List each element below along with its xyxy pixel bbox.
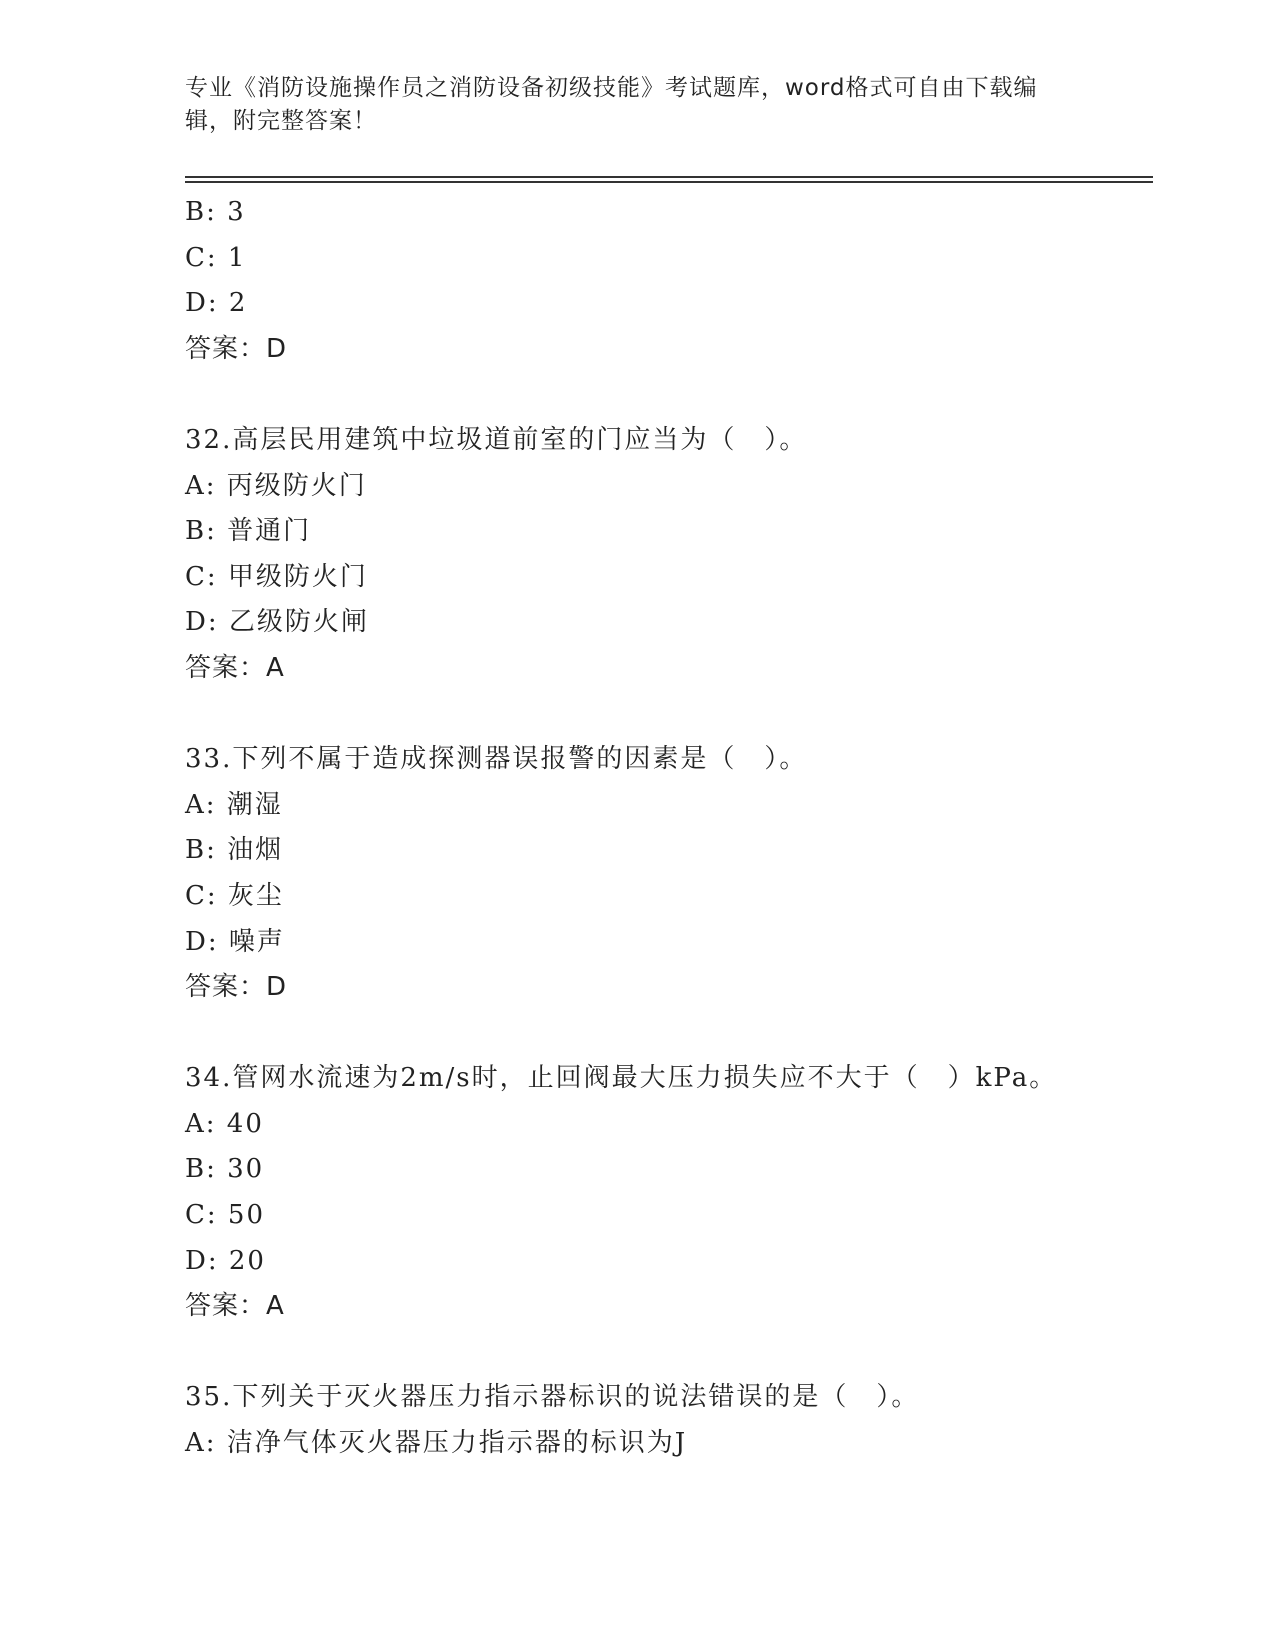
question-text: 32.高层民用建筑中垃圾道前室的门应当为（ ）。: [185, 424, 808, 455]
question-list: [185, 190, 1153, 1467]
option-d: D: 乙级防火闸: [185, 607, 369, 638]
answer-line: 答案：D: [185, 972, 288, 1003]
option-a: A: 洁净气体灭火器压力指示器的标识为J: [185, 1428, 688, 1459]
question-34: [185, 1056, 1153, 1330]
option-b: B: 30: [185, 1154, 265, 1185]
option-b: B: 3: [185, 197, 246, 227]
document-header: 专业《消防设施操作员之消防设备初级技能》考试题库，word格式可自由下载编辑，附完整答案！: [185, 75, 1038, 134]
option-d: D: 噪声: [185, 926, 285, 957]
answer-line: 答案：A: [185, 1291, 285, 1322]
question-33: [185, 737, 1153, 1011]
option-b: B: 普通门: [185, 516, 312, 547]
question-carryover: [185, 190, 1153, 372]
option-c: C: 甲级防火门: [185, 561, 368, 592]
option-c: C: 1: [185, 242, 247, 273]
answer-line: 答案：A: [185, 652, 285, 683]
option-d: D: 2: [185, 288, 248, 319]
question-text: 35.下列关于灭火器压力指示器标识的说法错误的是（ ）。: [185, 1382, 920, 1413]
option-a: A: 40: [185, 1108, 264, 1139]
option-a: A: 丙级防火门: [185, 470, 367, 501]
question-text: 34.管网水流速为2m/s时，止回阀最大压力损失应不大于（ ）kPa。: [185, 1063, 1058, 1094]
option-a: A: 潮湿: [185, 789, 283, 820]
question-32: [185, 418, 1153, 692]
header-divider-top: [185, 176, 1153, 178]
question-35: [185, 1375, 1153, 1466]
option-c: C: 50: [185, 1200, 266, 1231]
option-c: C: 灰尘: [185, 880, 284, 911]
option-d: D: 20: [185, 1245, 266, 1276]
header-divider-bottom: [185, 181, 1153, 183]
question-text: 33.下列不属于造成探测器误报警的因素是（ ）。: [185, 744, 808, 775]
answer-line: 答案：D: [185, 333, 288, 364]
option-b: B: 油烟: [185, 835, 284, 866]
